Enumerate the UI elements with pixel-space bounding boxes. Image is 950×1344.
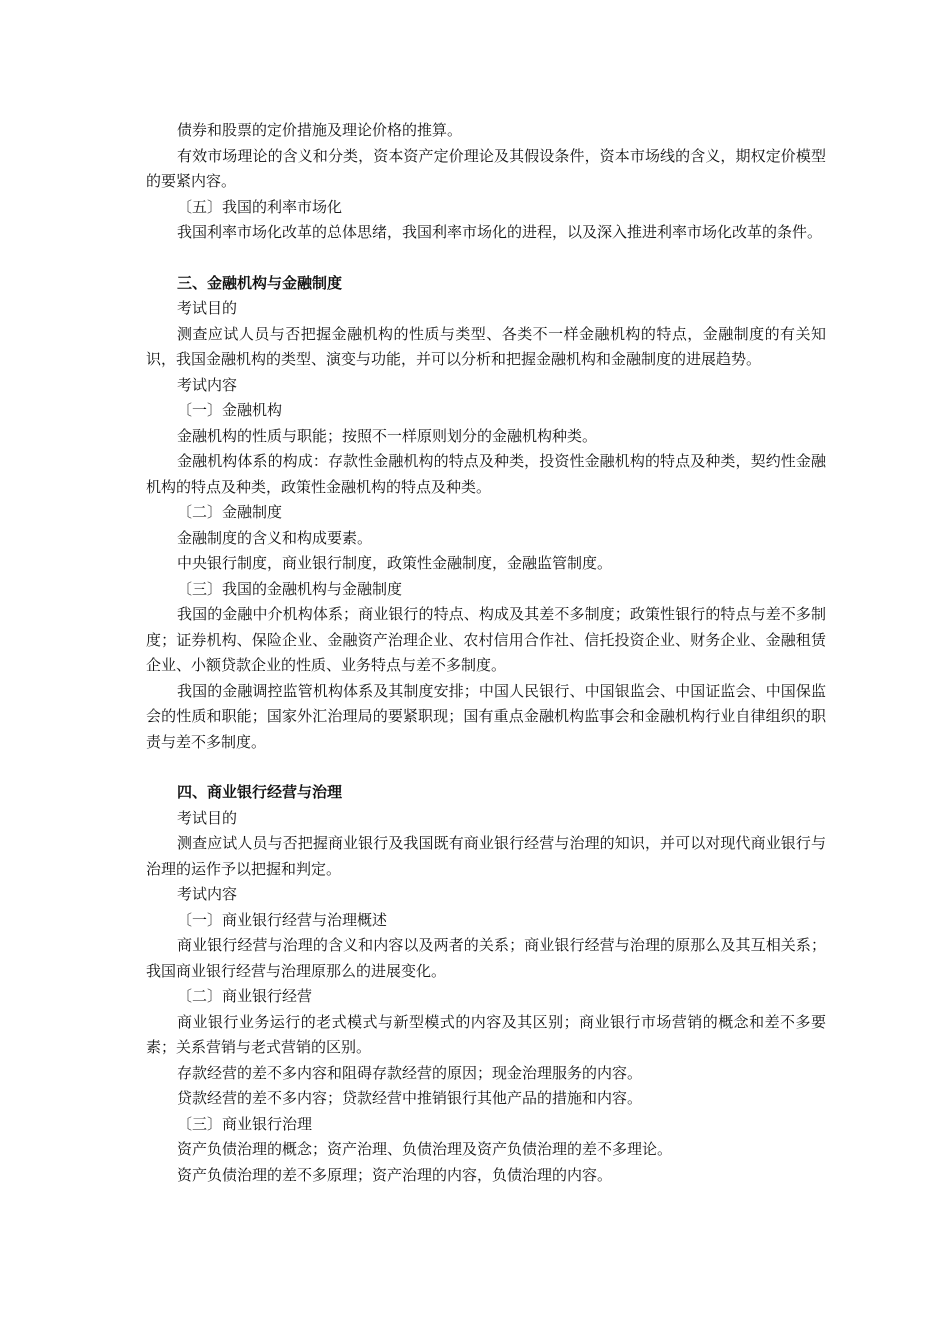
section-spacer	[146, 246, 826, 271]
subsection-label: 〔一〕金融机构	[177, 401, 283, 419]
paragraph: 中央银行制度，商业银行制度，政策性金融制度，金融监管制度。	[177, 554, 613, 572]
subsection-label: 〔三〕商业银行治理	[177, 1114, 313, 1133]
section-heading: 四、商业银行经营与治理	[177, 783, 343, 801]
paragraph: 有效市场理论的含义和分类，资本资产定价理论及其假设条件，资本市场线的含义，期权定价模型的要紧内容。	[146, 146, 826, 190]
subsection-label: 考试目的	[177, 808, 238, 827]
paragraph: 我国的金融中介机构体系；商业银行的特点、构成及其差不多制度；政策性银行的特点与差不多制度；证券机构、保险企业、金融资产治理企业、农村信用合作社、信托投资企业、财务企业、金融租赁企业、小额贷款企业的性质、业务特点与差不多制度。	[146, 605, 826, 674]
section-heading: 三、金融机构与金融制度	[177, 273, 343, 292]
paragraph: 债券和股票的定价措施及理论价格的推算。	[177, 121, 463, 139]
paragraph: 我国的金融调控监管机构体系及其制度安排；中国人民银行、中国银监会、中国证监会、中国保监会的性质和职能；国家外汇治理局的要紧职现；国有重点金融机构监事会和金融机构行业自律组织的职责与差不多制度。	[146, 681, 826, 751]
paragraph: 测查应试人员与否把握商业银行及我国既有商业银行经营与治理的知识，并可以对现代商业银行与治理的运作予以把握和判定。	[146, 834, 826, 878]
paragraph: 我国利率市场化改革的总体思绪，我国利率市场化的进程，以及深入推进利率市场化改革的条件。	[177, 223, 823, 241]
subsection-label: 〔三〕我国的金融机构与金融制度	[177, 579, 403, 598]
document-page	[146, 118, 826, 1188]
paragraph: 金融制度的含义和构成要素。	[177, 528, 373, 547]
paragraph: 存款经营的差不多内容和阻碍存款经营的原因；现金治理服务的内容。	[177, 1063, 643, 1082]
subsection-label: 〔一〕商业银行经营与治理概述	[177, 910, 388, 929]
subsection-label: 考试内容	[177, 885, 238, 903]
subsection-label: 考试目的	[177, 299, 238, 317]
subsection-label: 〔五〕我国的利率市场化	[177, 197, 343, 216]
paragraph: 商业银行经营与治理的含义和内容以及两者的关系；商业银行经营与治理的原那么及其互相关系；我国商业银行经营与治理原那么的进展变化。	[146, 936, 826, 980]
paragraph: 贷款经营的差不多内容；贷款经营中推销银行其他产品的措施和内容。	[177, 1089, 643, 1107]
paragraph: 商业银行业务运行的老式模式与新型模式的内容及其区别；商业银行市场营销的概念和差不多要素；关系营销与老式营销的区别。	[146, 1012, 826, 1056]
paragraph: 金融机构体系的构成：存款性金融机构的特点及种类，投资性金融机构的特点及种类，契约性金融机构的特点及种类，政策性金融机构的特点及种类。	[146, 452, 826, 496]
paragraph: 金融机构的性质与职能；按照不一样原则划分的金融机构种类。	[177, 426, 598, 445]
paragraph: 资产负债治理的概念；资产治理、负债治理及资产负债治理的差不多理论。	[177, 1140, 673, 1158]
paragraph: 测查应试人员与否把握金融机构的性质与类型、各类不一样金融机构的特点，金融制度的有关知识，我国金融机构的类型、演变与功能，并可以分析和把握金融机构和金融制度的进展趋势。	[146, 324, 826, 368]
subsection-label: 〔二〕金融制度	[177, 503, 283, 521]
section-spacer	[146, 755, 826, 780]
paragraph: 资产负债治理的差不多原理；资产治理的内容，负债治理的内容。	[177, 1165, 613, 1184]
subsection-label: 考试内容	[177, 375, 238, 394]
subsection-label: 〔二〕商业银行经营	[177, 987, 313, 1005]
